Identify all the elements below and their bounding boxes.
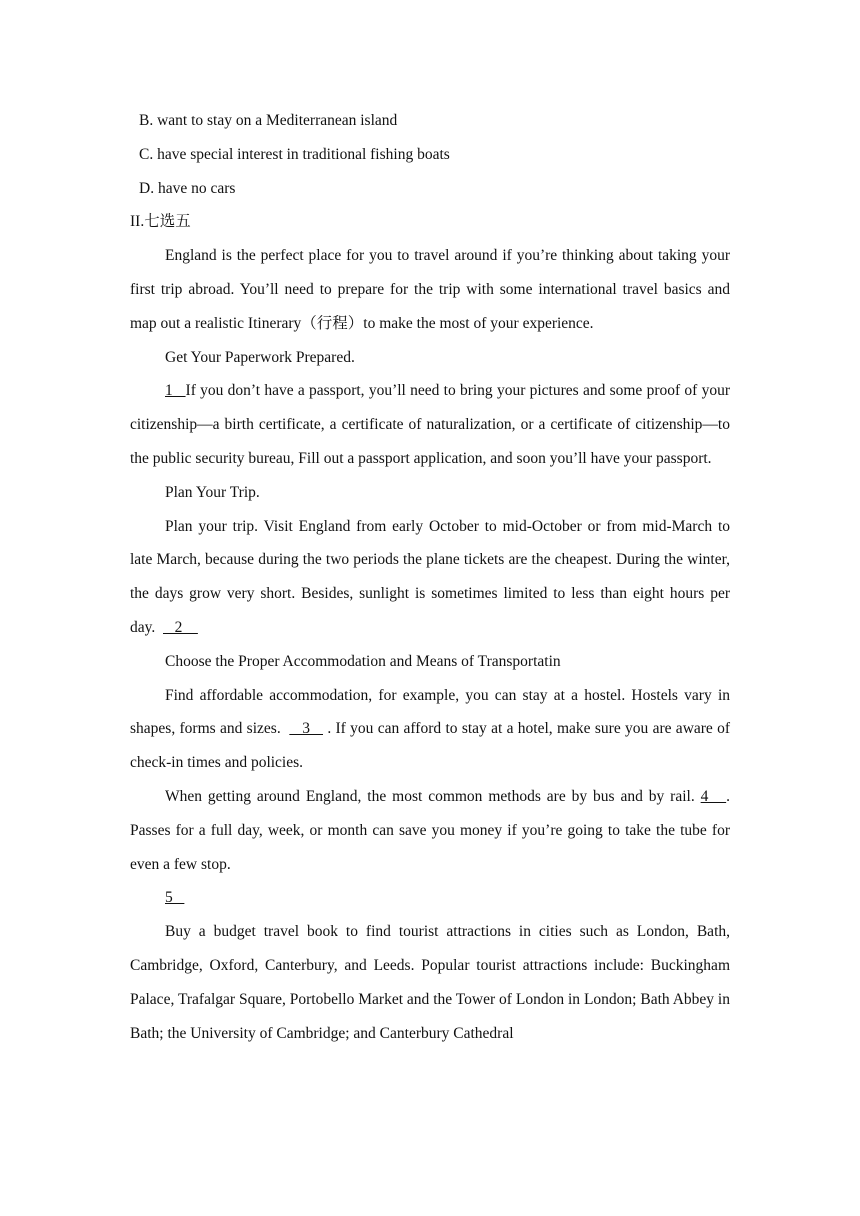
paragraph-transport-text-a: When getting around England, the most common methods are by bus and by rail. <box>165 787 695 805</box>
paragraph-plan-text: Plan your trip. Visit England from early October to mid-October or from mid-March to late March, because during the two periods the plane tickets are the cheapest. During the winter, the days grow very short. Besides, sunlight is sometimes limited to less than eight hours per day. <box>130 517 730 636</box>
paragraph-accommodation-text-b: . If you can afford to stay at a hotel, make sure you are aware of check-in times and policies. <box>130 720 731 772</box>
option-d: D. have no cars <box>139 179 236 197</box>
heading-plan-trip: Plan Your Trip. <box>165 483 260 501</box>
option-c: C. have special interest in traditional fishing boats <box>139 145 450 163</box>
blank-4: 4 <box>700 787 727 805</box>
blank-3: 3 <box>289 720 323 738</box>
paragraph-plan <box>130 510 730 645</box>
blank-2: 2 <box>163 618 198 636</box>
section-title: II.七选五 <box>130 213 191 231</box>
paragraph-transport <box>130 780 730 881</box>
blank-5: 5 <box>165 889 185 907</box>
paragraph-accommodation-text-a: Find affordable accommodation, for example, you can stay at a hostel. Hostels vary in shapes, forms and sizes. <box>130 686 730 738</box>
heading-accommodation: Choose the Proper Accommodation and Means of Transportatin <box>165 652 561 670</box>
paragraph-attractions: Buy a budget travel book to find tourist attractions in cities such as London, Bath, Cambridge, Oxford, Canterbury, and Leeds. Popular tourist attractions include: Buckingham Palace, Trafalgar Square, Portobello Market and the Tower of London in London; Bath Abbey in Bath; the University of Cambridge; and Canterbury Cathedral <box>130 923 730 1042</box>
paragraph-passport <box>130 374 730 475</box>
heading-paperwork: Get Your Paperwork Prepared. <box>165 348 355 366</box>
paragraph-passport-text: If you don’t have a passport, you’ll need to bring your pictures and some proof of your citizenship—a birth certificate, a certificate of naturalization, or a certificate of citizenship—to the public security bureau, Fill out a passport application, and soon you’ll have your passport. <box>130 382 730 467</box>
paragraph-accommodation <box>130 679 730 780</box>
option-b: B. want to stay on a Mediterranean island <box>139 112 398 129</box>
blank-5-line <box>130 881 730 915</box>
intro-paragraph: England is the perfect place for you to travel around if you’re thinking about taking your first trip abroad. You’ll need to prepare for the trip with some international travel basics and map out a realistic Itinerary（行程）to make the most of your experience. <box>130 247 730 332</box>
blank-1: 1 <box>165 382 186 400</box>
paragraph-transport-text-b: . Passes for a full day, week, or month can save you money if you’re going to take the tube for even a few stop. <box>130 787 731 873</box>
document-page <box>130 104 730 1050</box>
